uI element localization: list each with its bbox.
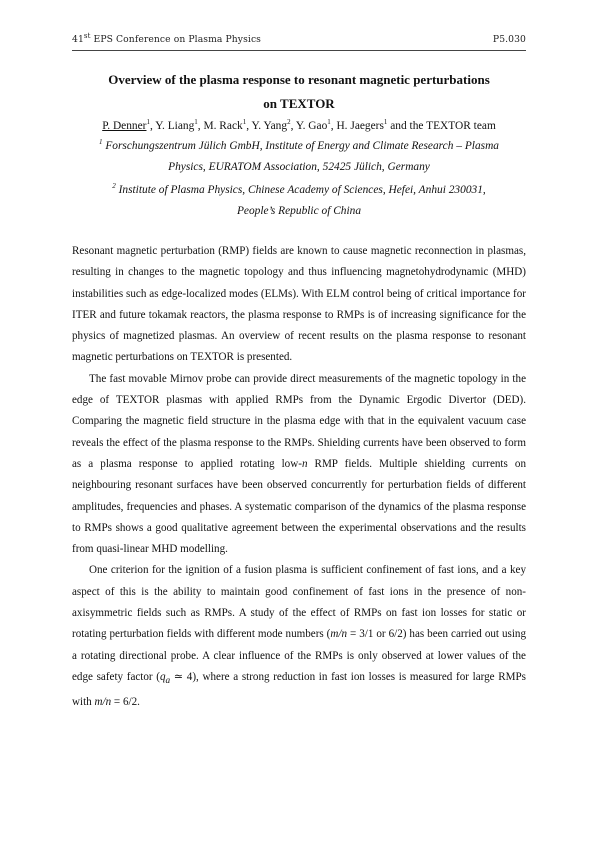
title-line-2: on TEXTOR xyxy=(263,96,335,111)
affiliation-1: $^1$ Forschungszentrum Jülich GmbH, Institute of Energy and Climate Research – Plasma Physics, EURATOM Association, 52425 Jülich, Germany xyxy=(98,138,499,173)
conference-name: 41st EPS Conference on Plasma Physics xyxy=(72,31,261,45)
paper-id: P5.030 xyxy=(492,34,526,45)
author-list: P. Denner$^1$, Y. Liang$^1$, M. Rack$^1$, Y. Yang$^2$, Y. Gao$^1$, H. Jaegers$^1$ and the TEXTOR team xyxy=(102,118,496,132)
author-presenting: P. Denner xyxy=(102,120,147,132)
header-rule xyxy=(72,50,526,51)
affiliation-2: $^2$ Institute of Plasma Physics, Chinese Academy of Sciences, Hefei, Anhui 230031, People’s Republic of China xyxy=(112,182,486,217)
paper-title xyxy=(72,68,526,116)
paragraph-3: One criterion for the ignition of a fusion plasma is sufficient confinement of fast ions, and a key aspect of this is the ability to maintain good confinement of fast ions in the presence of non-axisymmetric fields such as RMPs. A study of the effect of RMPs on fast ion losses for static or rotating perturbation fields with different mode numbers (m/n = 3/1 or 6/2) has been carried out using a rotating directional probe. A clear influence of the RMPs is only observed at lower values of the edge safety factor ($q_a$ ≃ 4), where a strong reduction in fast ion losses is measured for large RMPs with m/n = 6/2. xyxy=(72,564,526,709)
paragraph-2: The fast movable Mirnov probe can provide direct measurements of the magnetic topology in the edge of TEXTOR plasmas with applied RMPs from the Dynamic Ergodic Divertor (DED). Comparing the magnetic field structure in the plasma edge with that in the equivalent vacuum case reveals the effect of the plasma response to the RMPs. Shielding currents have been observed to form as a plasma response to applied rotating low-n RMP fields. Multiple shielding currents on neighbouring resonant surfaces have been observed concurrently for perturbation fields of different amplitudes, frequencies and phases. A systematic comparison of the dynamics of the plasma response to RMPs shows a good qualitative agreement between the experimental observations and the results from quasi-linear MHD modelling. xyxy=(72,372,526,556)
paragraph-1: Resonant magnetic perturbation (RMP) fields are known to cause magnetic reconnection in plasmas, resulting in changes to the magnetic topology and thus influencing magnetohydrodynamic (MHD) instabilities such as edge-localized modes (ELMs). With ELM control being of critical importance for ITER and future tokamak reactors, the plasma response to RMPs is of increasing significance for the physics of magnetized plasmas. An overview of recent results on the plasma response to resonant magnetic perturbations on TEXTOR is presented. xyxy=(72,245,526,364)
running-header xyxy=(72,31,526,45)
title-line-1: Overview of the plasma response to resonant magnetic perturbations xyxy=(108,72,490,87)
abstract-body xyxy=(72,241,526,714)
